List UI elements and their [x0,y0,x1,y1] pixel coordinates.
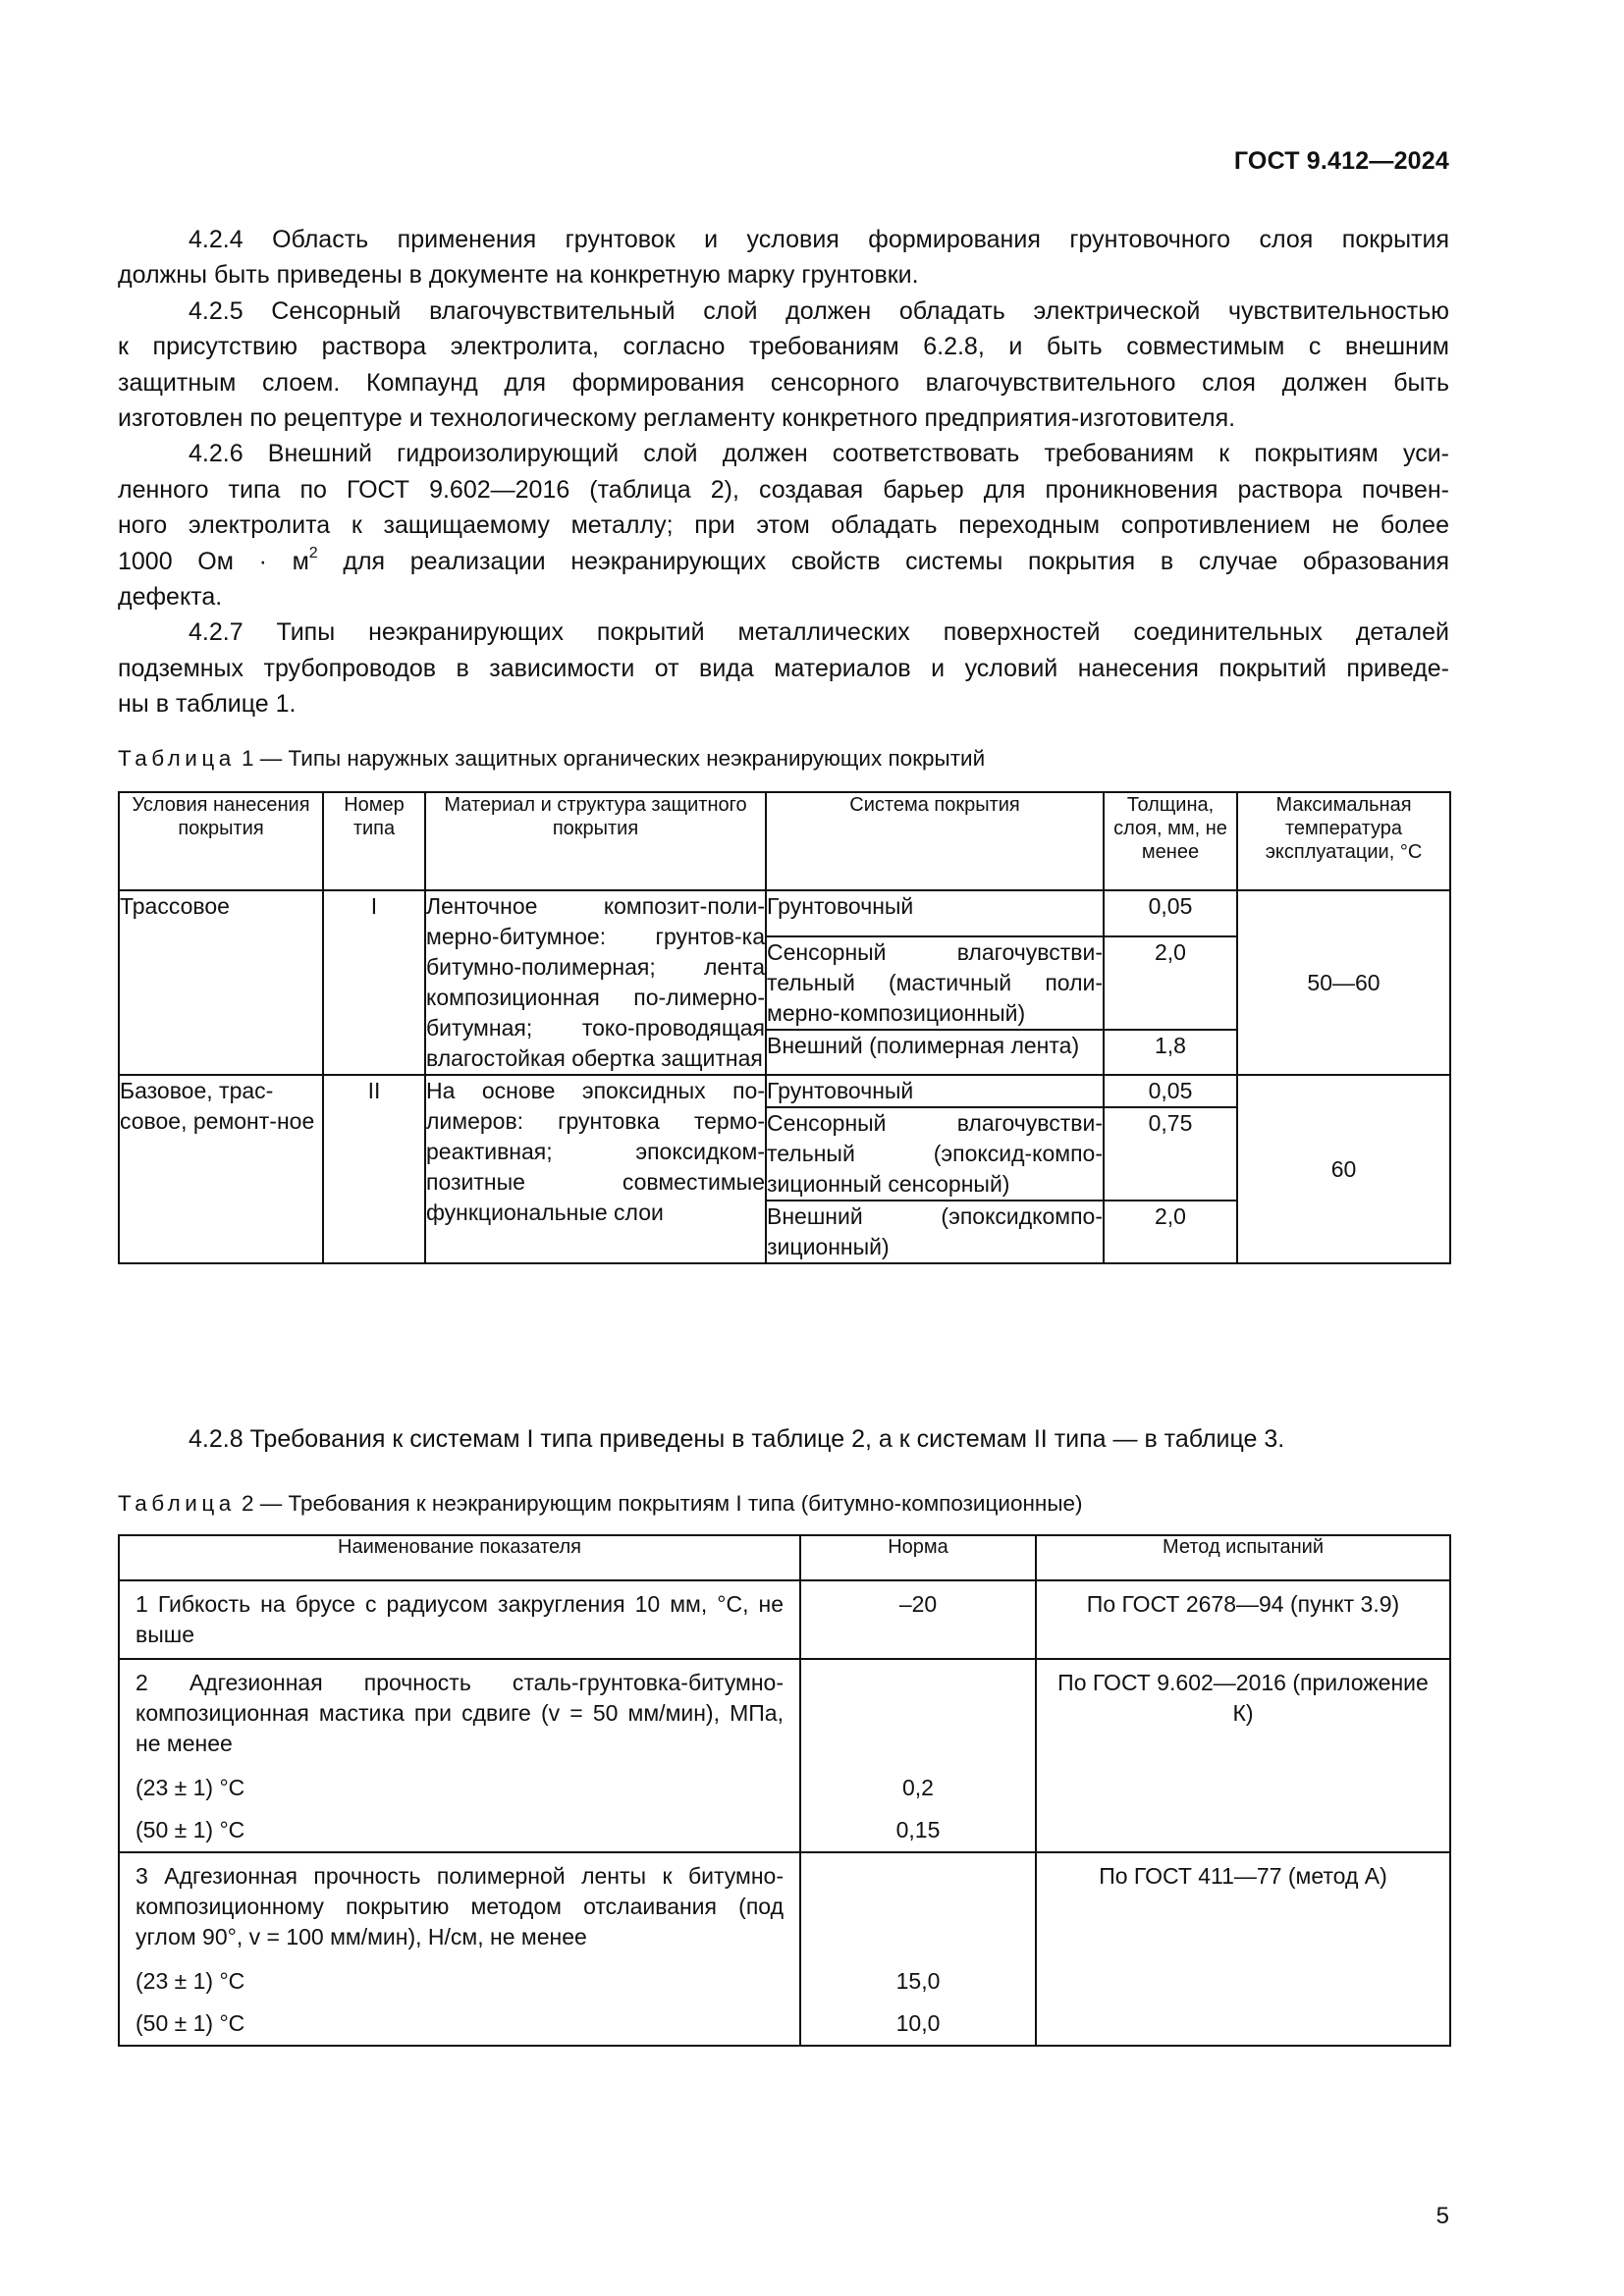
table-row [119,890,1450,936]
cell-thickness: 0,05 [1104,890,1237,936]
text-line: к присутствию раствора электролита, согласно требованиям 6.2.8, и быть совместимым с внешним [118,333,1449,361]
cell-name: 2 Адгезионная прочность сталь-грунтовка-битумно-композиционная мастика при сдвиге (v = 50 мм/мин), МПа, не менее [119,1659,800,1767]
table-row [119,1852,1450,1960]
text-line: 4.2.4 Область применения грунтовок и условия формирования грунтовочного слоя покрытия [189,226,1449,253]
header-max-temp: Максимальная температура эксплуатации, °С [1237,792,1450,890]
text-line: должны быть приведены в документе на конкретную марку грунтовки. [118,261,919,290]
cell-name: (50 ± 1) °С [119,1809,800,1852]
cell-type-no: II [323,1075,425,1263]
cell-name: (23 ± 1) °С [119,1960,800,2002]
cell-name: (23 ± 1) °С [119,1767,800,1809]
cell-thickness: 0,05 [1104,1075,1237,1107]
text-line: 4.2.7 Типы неэкранирующих покрытий металлических поверхностей соединительных деталей [189,618,1449,647]
caption-word: Таблица [118,746,236,771]
cell-norm [800,1659,1036,1767]
caption-word: Таблица [118,1491,236,1516]
table-subrow [119,1767,1450,1809]
cell-layer: Внешний (полимерная лента) [766,1030,1104,1076]
header-material: Материал и структура защитного покрытия [425,792,766,890]
cell-method [1036,1809,1450,1852]
text-line: подземных трубопроводов в зависимости от вида материалов и условий нанесения покрытий приведе- [118,654,1449,682]
paragraph-4-2-4 [118,222,1449,294]
cell-name: 1 Гибкость на брусе с радиусом закругления 10 мм, °С, не выше [119,1580,800,1659]
cell-material: Ленточное композит-поли-мерно-битумное: грунтов-ка битумно-полимерная; лента композиционная по-лимерно-битумная; токо-проводящая влагостойкая обертка защитная [425,890,766,1075]
header-name: Наименование показателя [119,1535,800,1580]
cell-method: По ГОСТ 9.602—2016 (приложение К) [1036,1659,1450,1767]
text-line: ленного типа по ГОСТ 9.602—2016 (таблица 2), создавая барьер для проникновения раствора почвен- [118,475,1449,504]
table1-caption [118,746,985,772]
cell-norm: 0,2 [800,1767,1036,1809]
text-line: 4.2.6 Внешний гидроизолирующий слой должен соответствовать требованиям к покрытиям уси- [189,440,1449,468]
body-text [118,222,1449,722]
text-line: 4.2.5 Сенсорный влагочувствительный слой должен обладать электрической чувствительностью [189,296,1449,325]
text-line: дефекта. [118,583,223,612]
table-header-row [119,1535,1450,1580]
cell-layer: Сенсорный влагочувстви-тельный (эпоксид-компо-зиционный сенсорный) [766,1107,1104,1201]
table-header-row [119,792,1450,890]
text-line [118,544,1449,579]
cell-norm: 0,15 [800,1809,1036,1852]
cell-layer: Грунтовочный [766,1075,1104,1107]
text-line: ны в таблице 1. [118,690,297,719]
text-line: изготовлен по рецептуре и технологическому регламенту конкретного предприятия-изготовителя. [118,404,1236,433]
text-line: ного электролита к защищаемому металлу; при этом обладать переходным сопротивлением не более [118,511,1449,540]
paragraph-4-2-8: 4.2.8 Требования к системам I типа приведены в таблице 2, а к системам II типа — в таблице 3. [189,1425,1285,1453]
paragraph-4-2-6 [118,436,1449,614]
cell-max-temp: 60 [1237,1075,1450,1263]
text-fragment: 1000 Ом · м [118,547,309,575]
table-row [119,1075,1450,1107]
superscript: 2 [308,545,318,562]
caption-text: 1 — Типы наружных защитных органических неэкранирующих покрытий [235,746,986,771]
table-subrow [119,2002,1450,2046]
cell-max-temp: 50—60 [1237,890,1450,1075]
cell-material: На основе эпоксидных по-лимеров: грунтовка термо-реактивная; эпоксидком-позитные совместимые функциональные слои [425,1075,766,1263]
cell-method [1036,2002,1450,2046]
table2-caption [118,1491,1083,1517]
text-fragment: для реализации неэкранирующих свойств системы покрытия в случае образования [317,547,1449,575]
cell-method [1036,1960,1450,2002]
page-number: 5 [1435,2203,1449,2229]
cell-thickness: 0,75 [1104,1107,1237,1201]
cell-name: 3 Адгезионная прочность полимерной ленты к битумно-композиционному покрытию методом отслаивания (под углом 90°, v = 100 мм/мин), Н/см, не менее [119,1852,800,1960]
cell-norm [800,1852,1036,1960]
document-code: ГОСТ 9.412—2024 [1233,147,1449,175]
cell-conditions: Трассовое [119,890,323,1075]
cell-thickness: 2,0 [1104,1201,1237,1263]
cell-conditions: Базовое, трас-совое, ремонт-ное [119,1075,323,1263]
header-method: Метод испытаний [1036,1535,1450,1580]
paragraph-4-2-7 [118,614,1449,721]
cell-name: (50 ± 1) °С [119,2002,800,2046]
table2 [118,1534,1451,2047]
text-line: защитным слоем. Компаунд для формирования сенсорного влагочувствительного слоя должен быть [118,368,1449,397]
table1 [118,791,1451,1264]
header-norm: Норма [800,1535,1036,1580]
cell-layer: Грунтовочный [766,890,1104,936]
cell-method: По ГОСТ 2678—94 (пункт 3.9) [1036,1580,1450,1659]
cell-norm: –20 [800,1580,1036,1659]
header-thickness: Толщина, слоя, мм, не менее [1104,792,1237,890]
cell-method: По ГОСТ 411—77 (метод А) [1036,1852,1450,1960]
caption-text: 2 — Требования к неэкранирующим покрытиям I типа (битумно-композиционные) [235,1491,1083,1516]
cell-method [1036,1767,1450,1809]
cell-layer: Внешний (эпоксидкомпо-зиционный) [766,1201,1104,1263]
table-row [119,1659,1450,1767]
cell-layer: Сенсорный влагочувстви-тельный (мастичный поли-мерно-композиционный) [766,936,1104,1030]
cell-thickness: 2,0 [1104,936,1237,1030]
cell-type-no: I [323,890,425,1075]
header-conditions: Условия нанесения покрытия [119,792,323,890]
header-type-no: Номер типа [323,792,425,890]
cell-norm: 15,0 [800,1960,1036,2002]
table-subrow [119,1960,1450,2002]
paragraph-4-2-5 [118,294,1449,437]
table-subrow [119,1809,1450,1852]
table-row [119,1580,1450,1659]
cell-thickness: 1,8 [1104,1030,1237,1076]
header-system: Система покрытия [766,792,1104,890]
cell-norm: 10,0 [800,2002,1036,2046]
